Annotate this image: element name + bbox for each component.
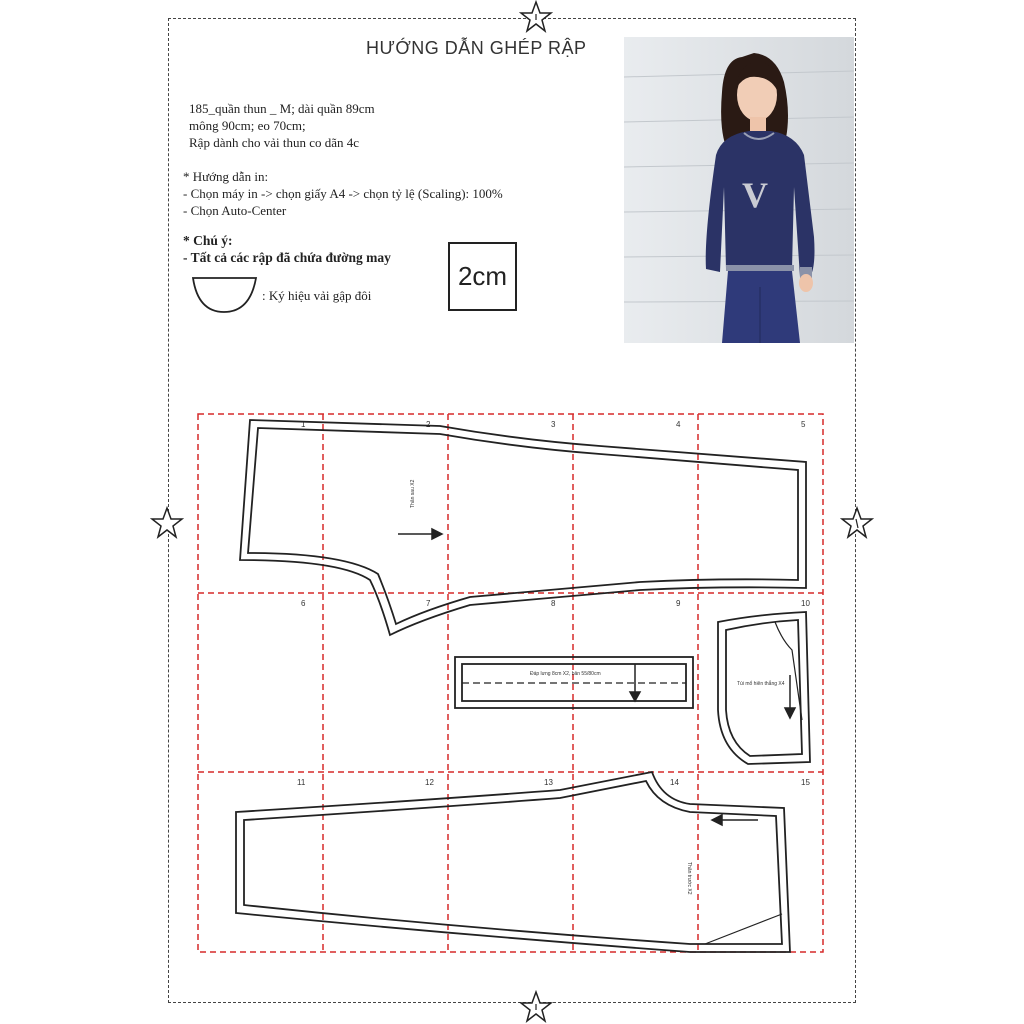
tile-number: 2 (426, 420, 431, 429)
print-guide-heading: * Hướng dẫn in: (183, 169, 269, 184)
pocket-piece (718, 612, 810, 764)
tile-number: 9 (676, 599, 681, 608)
print-guide-line: - Chọn máy in -> chọn giấy A4 -> chọn tỷ lệ (Scaling): 100% (183, 186, 503, 201)
scale-box-label: 2cm (457, 261, 508, 291)
tile-number: 5 (801, 420, 806, 429)
tile-number: 11 (297, 778, 306, 787)
tile-number: 1 (301, 420, 306, 429)
back-grain-arrow-icon (398, 529, 442, 539)
waistband-label: Đáp lưng 8cm X2, bản 55/80cm (530, 671, 601, 677)
tile-number: 6 (301, 599, 306, 608)
note-text: - Tất cả các rập đã chứa đường may (183, 250, 391, 265)
tile-number: 15 (801, 778, 810, 787)
print-guide-line: - Chọn Auto-Center (183, 203, 287, 218)
tile-number: 13 (544, 778, 553, 787)
pocket-grain-arrow-icon (785, 675, 795, 718)
tile-number: 7 (426, 599, 431, 608)
tile-number: 10 (801, 599, 810, 608)
info-line: mông 90cm; eo 70cm; (189, 118, 306, 133)
front-grain-arrow-icon (712, 815, 758, 825)
tile-number: 14 (670, 778, 679, 787)
front-pant-piece (236, 772, 790, 952)
pocket-label: Túi mổ hiên thẳng X4 (737, 681, 785, 687)
back-piece-label: Thân sau X2 (410, 479, 416, 508)
info-line: 185_quần thun _ M; dài quần 89cm (189, 101, 375, 116)
tile-number: 3 (551, 420, 556, 429)
info-line: Rập dành cho vải thun co dãn 4c (189, 135, 360, 150)
fold-symbol-label: : Ký hiệu vải gập đôi (262, 288, 372, 303)
page-title: HƯỚNG DẪN GHÉP RẬP (366, 38, 587, 58)
note-title: * Chú ý: (183, 233, 233, 248)
front-piece-label: Thân trước X2 (686, 862, 692, 895)
tile-number: 4 (676, 420, 681, 429)
back-pant-piece (240, 420, 806, 635)
tile-number: 8 (551, 599, 556, 608)
tile-number: 12 (425, 778, 434, 787)
shirt-letter: V (742, 175, 768, 215)
waistband-piece (455, 657, 693, 708)
